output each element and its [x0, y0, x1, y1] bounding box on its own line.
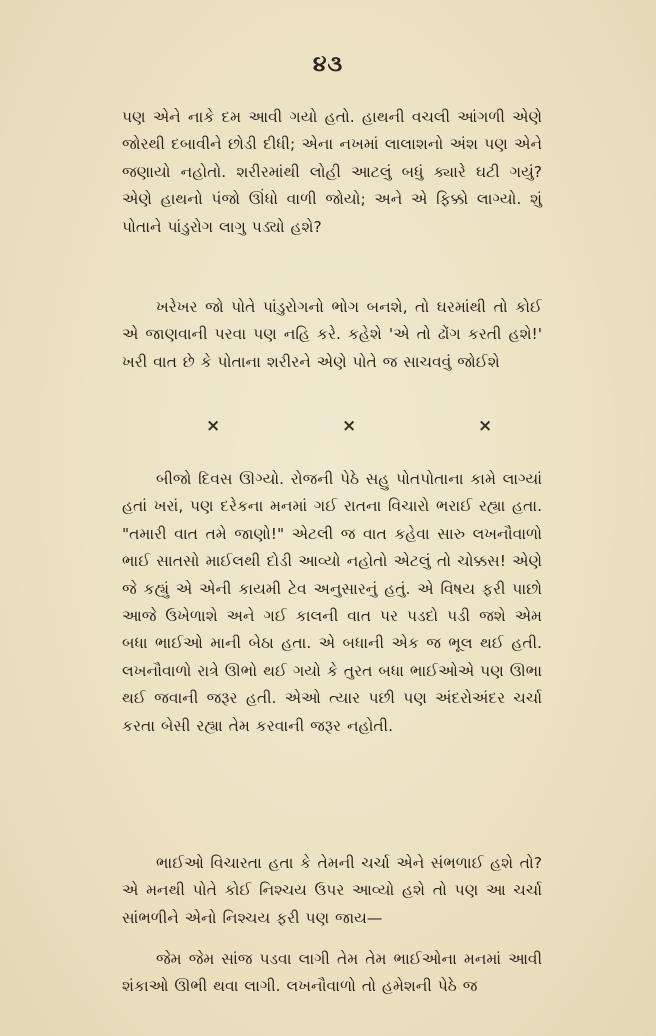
paragraph-1: પણ એને નાકે દમ આવી ગયો હતો. હાથની વચલી આંગળી એણે જોરથી દબાવીને છોડી દીધી; એના નખમાં લાલાશનો અંશ પણ એને જણાયો નહોતો. શરીરમાંથી લોહી આટલું બધું ક્યારે ઘટી ગયું? એણે હાથનો પંજો ઊંધો વાળી જોયો; અને એ ફિક્કો લાગ્યો. શું પોતાને પાંડુરોગ લાગુ પડ્યો હશે?	[122, 108, 542, 236]
page-number: ૪૩	[312, 52, 344, 77]
paragraph-5: જેમ જેમ સાંજ પડવા લાગી તેમ તેમ ભાઈઓના મનમાં આવી શંકાઓ ઊભી થવા લાગી. લખનૌવાળો તો હમેશની પેઠે જ	[122, 950, 542, 996]
separator-mark: ×	[206, 416, 221, 436]
separator-mark: ×	[478, 416, 493, 436]
paragraph-3: બીજો દિવસ ઊગ્યો. રોજની પેઠે સહુ પોતપોતાના કામે લાગ્યાં હતાં ખરાં, પણ દરેકના મનમાં ગઈ રાતના વિચારો ભરાઈ રહ્યા હતા. "તમારી વાત તમે જાણો!" એટલી જ વાત કહેવા સારુ લખનૌવાળો ભાઈ સાતસો માઈલથી દોડી આવ્યો નહોતો એટલું તો ચોક્કસ! એણે જે કહ્યું એ એની કાયમી ટેવ અનુસારનું હતું. એ વિષય ફરી પાછો આજે ઉખેળાશે અને ગઈ કાલની વાત પર પડદો પડી જશે એમ બધા ભાઈઓ માની બેઠા હતા. એ બધાની એક જ ભૂલ થઈ હતી. લખનૌવાળો રાત્રે ઊભો થઈ ગયો કે તુરત બધા ભાઈઓએ પણ ઊભા થઈ જવાની જરૂર હતી. એઓ ત્યાર પછી પણ અંદરોઅંદર ચર્ચા કરતા બેસી રહ્યા તેમ કરવાની જરૂર નહોતી.	[122, 470, 542, 735]
paragraph-4: ભાઈઓ વિચારતા હતા કે તેમની ચર્ચા એને સંભળાઈ હશે તો? એ મનથી પોતે કોઈ નિશ્ચય ઉપર આવ્યો હશે તો પણ આ ચર્ચા સાંભળીને એનો નિશ્ચય ફરી પણ જાય—	[122, 854, 542, 927]
paragraph-2: ખરેખર જો પોતે પાંડુરોગનો ભોગ બનશે, તો ઘરમાંથી તો કોઈ એ જાણવાની પરવા પણ નહિ કરે. કહેશે 'એ તો ઢોંગ કરતી હશે!' ખરી વાત છે કે પોતાના શરીરને એણે પોતે જ સાચવવું જોઈશે	[122, 298, 542, 371]
section-separator	[122, 416, 542, 440]
separator-mark: ×	[342, 416, 357, 436]
